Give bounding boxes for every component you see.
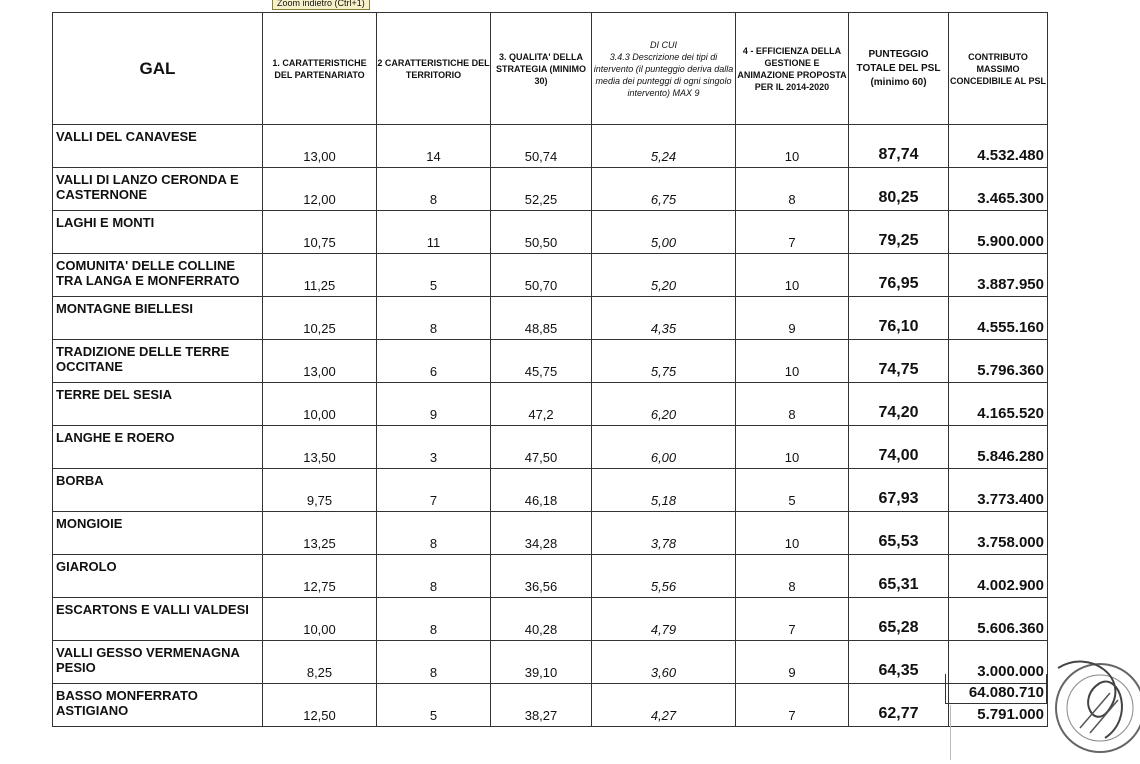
territorio-score: 8: [377, 297, 491, 340]
gal-name: TERRE DEL SESIA: [53, 383, 263, 426]
territorio-score: 8: [377, 641, 491, 684]
table-row: [53, 469, 1048, 512]
territorio-score: 3: [377, 426, 491, 469]
partenariato-score: 12,00: [263, 168, 377, 211]
territorio-score: 5: [377, 254, 491, 297]
interventi-score: 5,75: [592, 340, 736, 383]
total-score: 74,00: [849, 426, 949, 469]
contributo-amount: 5.796.360: [949, 340, 1048, 383]
gal-ranking-table: [52, 12, 1048, 727]
territorio-score: 9: [377, 383, 491, 426]
strategia-score: 50,74: [491, 125, 592, 168]
territorio-score: 8: [377, 168, 491, 211]
interventi-score: 4,27: [592, 684, 736, 727]
header-efficienza: 4 - EFFICIENZA DELLA GESTIONE E ANIMAZIONE PROPOSTA PER IL 2014-2020: [736, 13, 849, 125]
efficienza-score: 10: [736, 512, 849, 555]
territorio-score: 8: [377, 555, 491, 598]
interventi-score: 5,18: [592, 469, 736, 512]
interventi-score: 6,20: [592, 383, 736, 426]
territorio-score: 11: [377, 211, 491, 254]
interventi-score: 3,78: [592, 512, 736, 555]
strategia-score: 47,2: [491, 383, 592, 426]
partenariato-score: 8,25: [263, 641, 377, 684]
gal-name: VALLI GESSO VERMENAGNA PESIO: [53, 641, 263, 684]
gal-name: MONGIOIE: [53, 512, 263, 555]
total-score: 62,77: [849, 684, 949, 727]
contributo-amount: 4.165.520: [949, 383, 1048, 426]
contributo-amount: 3.773.400: [949, 469, 1048, 512]
table-row: [53, 555, 1048, 598]
total-score: 79,25: [849, 211, 949, 254]
strategia-score: 38,27: [491, 684, 592, 727]
partenariato-score: 13,00: [263, 340, 377, 383]
header-row: [53, 13, 1048, 125]
total-score: 65,53: [849, 512, 949, 555]
table-row: [53, 254, 1048, 297]
contributo-amount: 3.000.000: [949, 641, 1048, 684]
table-row: [53, 168, 1048, 211]
efficienza-score: 8: [736, 383, 849, 426]
total-score: 64,35: [849, 641, 949, 684]
header-di-cui-top: DI CUI: [650, 39, 677, 50]
contributo-amount: 5.900.000: [949, 211, 1048, 254]
table-row: [53, 598, 1048, 641]
contributo-amount: 5.846.280: [949, 426, 1048, 469]
strategia-score: 48,85: [491, 297, 592, 340]
efficienza-score: 10: [736, 340, 849, 383]
partenariato-score: 10,00: [263, 598, 377, 641]
partenariato-score: 12,50: [263, 684, 377, 727]
header-di-cui: [592, 13, 736, 125]
territorio-score: 8: [377, 512, 491, 555]
table-row: [53, 512, 1048, 555]
gal-name: LAGHI E MONTI: [53, 211, 263, 254]
efficienza-score: 5: [736, 469, 849, 512]
contributo-amount: 3.465.300: [949, 168, 1048, 211]
contributo-amount: 4.555.160: [949, 297, 1048, 340]
table-row: [53, 297, 1048, 340]
partenariato-score: 13,25: [263, 512, 377, 555]
partenariato-score: 12,75: [263, 555, 377, 598]
partenariato-score: 9,75: [263, 469, 377, 512]
header-contributo: CONTRIBUTO MASSIMO CONCEDIBILE AL PSL: [949, 13, 1048, 125]
gal-name: TRADIZIONE DELLE TERRE OCCITANE: [53, 340, 263, 383]
table-row: [53, 125, 1048, 168]
zoom-out-tooltip: Zoom indietro (Ctrl+1): [272, 0, 370, 10]
contributo-amount: 3.887.950: [949, 254, 1048, 297]
territorio-score: 5: [377, 684, 491, 727]
territorio-score: 8: [377, 598, 491, 641]
interventi-score: 4,35: [592, 297, 736, 340]
strategia-score: 36,56: [491, 555, 592, 598]
efficienza-score: 10: [736, 426, 849, 469]
gal-name: VALLI DEL CANAVESE: [53, 125, 263, 168]
header-di-cui-text: 3.4.3 Descrizione dei tipi di intervento (il punteggio deriva dalla media dei punteggi di ogni singolo intervento) MAX 9: [593, 51, 734, 98]
interventi-score: 5,56: [592, 555, 736, 598]
efficienza-score: 9: [736, 297, 849, 340]
strategia-score: 39,10: [491, 641, 592, 684]
contributo-amount: 4.532.480: [949, 125, 1048, 168]
grand-total: 64.080.710: [945, 674, 1047, 704]
strategia-score: 52,25: [491, 168, 592, 211]
table-row: [53, 641, 1048, 684]
partenariato-score: 10,75: [263, 211, 377, 254]
contributo-amount: 4.002.900: [949, 555, 1048, 598]
total-score: 80,25: [849, 168, 949, 211]
contributo-amount: 3.758.000: [949, 512, 1048, 555]
interventi-score: 5,20: [592, 254, 736, 297]
partenariato-score: 13,50: [263, 426, 377, 469]
strategia-score: 50,50: [491, 211, 592, 254]
partenariato-score: 11,25: [263, 254, 377, 297]
efficienza-score: 9: [736, 641, 849, 684]
contributo-amount: 5.791.000: [949, 684, 1048, 727]
header-gal: GAL: [53, 13, 263, 125]
efficienza-score: 7: [736, 684, 849, 727]
gal-name: GIAROLO: [53, 555, 263, 598]
strategia-score: 40,28: [491, 598, 592, 641]
total-score: 87,74: [849, 125, 949, 168]
strategia-score: 46,18: [491, 469, 592, 512]
strategia-score: 45,75: [491, 340, 592, 383]
strategia-score: 47,50: [491, 426, 592, 469]
table-row: [53, 211, 1048, 254]
table-row: [53, 426, 1048, 469]
efficienza-score: 10: [736, 254, 849, 297]
partenariato-score: 13,00: [263, 125, 377, 168]
territorio-score: 7: [377, 469, 491, 512]
interventi-score: 5,00: [592, 211, 736, 254]
total-score: 74,75: [849, 340, 949, 383]
efficienza-score: 8: [736, 168, 849, 211]
total-score: 74,20: [849, 383, 949, 426]
table-row: [53, 684, 1048, 727]
interventi-score: 5,24: [592, 125, 736, 168]
total-score: 76,95: [849, 254, 949, 297]
total-score: 65,31: [849, 555, 949, 598]
efficienza-score: 8: [736, 555, 849, 598]
gal-name: LANGHE E ROERO: [53, 426, 263, 469]
table-row: [53, 340, 1048, 383]
contributo-amount: 5.606.360: [949, 598, 1048, 641]
total-score: 67,93: [849, 469, 949, 512]
gal-name: BASSO MONFERRATO ASTIGIANO: [53, 684, 263, 727]
efficienza-score: 7: [736, 211, 849, 254]
gal-name: COMUNITA' DELLE COLLINE TRA LANGA E MONFERRATO: [53, 254, 263, 297]
header-punteggio-totale: PUNTEGGIO TOTALE DEL PSL (minimo 60): [849, 13, 949, 125]
interventi-score: 4,79: [592, 598, 736, 641]
gal-name: MONTAGNE BIELLESI: [53, 297, 263, 340]
header-partenariato: 1. CARATTERISTICHE DEL PARTENARIATO: [263, 13, 377, 125]
interventi-score: 6,75: [592, 168, 736, 211]
partenariato-score: 10,00: [263, 383, 377, 426]
header-territorio: 2 CARATTERISTICHE DEL TERRITORIO: [377, 13, 491, 125]
table-row: [53, 383, 1048, 426]
strategia-score: 34,28: [491, 512, 592, 555]
scan-line: [950, 705, 951, 760]
territorio-score: 6: [377, 340, 491, 383]
interventi-score: 6,00: [592, 426, 736, 469]
total-score: 76,10: [849, 297, 949, 340]
header-qualita-strategia: 3. QUALITA' DELLA STRATEGIA (MINIMO 30): [491, 13, 592, 125]
gal-name: BORBA: [53, 469, 263, 512]
official-stamp-icon: [1040, 638, 1140, 764]
efficienza-score: 7: [736, 598, 849, 641]
efficienza-score: 10: [736, 125, 849, 168]
partenariato-score: 10,25: [263, 297, 377, 340]
strategia-score: 50,70: [491, 254, 592, 297]
gal-name: ESCARTONS E VALLI VALDESI: [53, 598, 263, 641]
interventi-score: 3,60: [592, 641, 736, 684]
territorio-score: 14: [377, 125, 491, 168]
total-score: 65,28: [849, 598, 949, 641]
gal-name: VALLI DI LANZO CERONDA E CASTERNONE: [53, 168, 263, 211]
